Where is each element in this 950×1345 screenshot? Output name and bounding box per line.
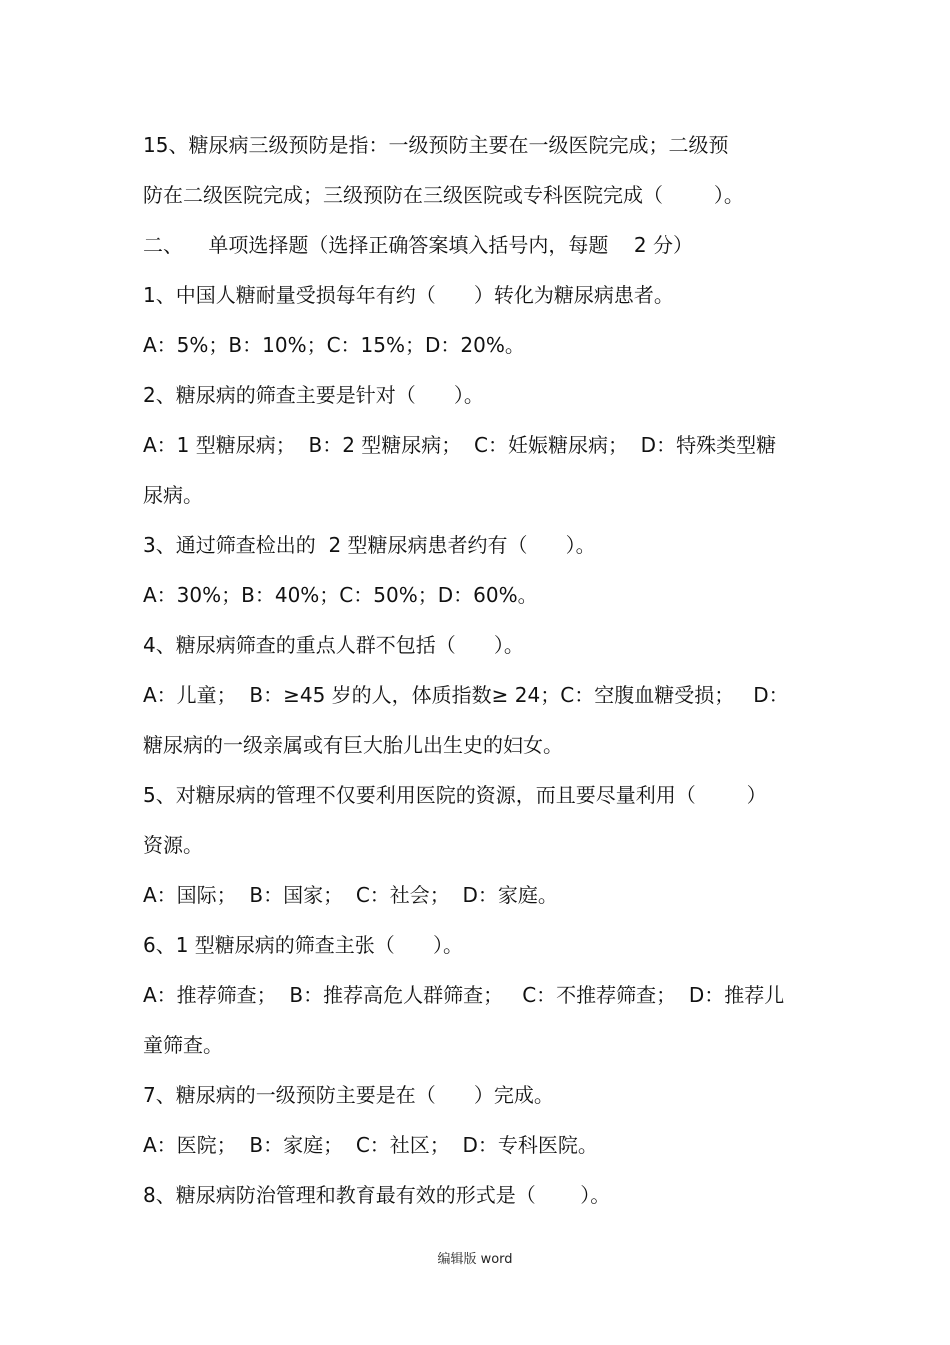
options-4-cont: 糖尿病的一级亲属或有巨大胎儿出生史的妇女。 <box>143 733 563 757</box>
page-footer: 编辑版 word <box>437 1252 513 1267</box>
options-2: A：1 型糖尿病； B：2 型糖尿病； C：妊娠糖尿病； D：特殊类型糖 <box>143 433 777 457</box>
question-1: 1、中国人糖耐量受损每年有约（ ）转化为糖尿病患者。 <box>143 283 674 307</box>
text-line: 防在二级医院完成；三级预防在三级医院或专科医院完成（ ）。 <box>143 183 744 207</box>
options-6-cont: 童筛查。 <box>143 1033 223 1057</box>
options-2-cont: 尿病。 <box>143 483 203 507</box>
question-2: 2、糖尿病的筛查主要是针对（ ）。 <box>143 383 484 407</box>
question-5-cont: 资源。 <box>143 833 203 857</box>
text-line: 15、糖尿病三级预防是指：一级预防主要在一级医院完成；二级预 <box>143 133 729 157</box>
question-4: 4、糖尿病筛查的重点人群不包括（ ）。 <box>143 633 524 657</box>
question-8: 8、糖尿病防治管理和教育最有效的形式是（ ）。 <box>143 1183 611 1207</box>
options-4: A：儿童； B：≥45 岁的人，体质指数≥ 24；C：空腹血糖受损； D： <box>143 683 789 707</box>
options-7: A：医院； B：家庭； C：社区； D：专科医院。 <box>143 1133 598 1157</box>
options-1: A：5%；B：10%；C：15%；D：20%。 <box>143 333 525 357</box>
options-3: A：30%；B：40%；C：50%；D：60%。 <box>143 583 538 607</box>
options-5: A：国际； B：国家； C：社会； D：家庭。 <box>143 883 558 907</box>
question-5: 5、对糖尿病的管理不仅要利用医院的资源，而且要尽量利用（ ） <box>143 783 767 807</box>
options-6: A：推荐筛查； B：推荐高危人群筛查； C：不推荐筛查； D：推荐儿 <box>143 983 785 1007</box>
question-6: 6、1 型糖尿病的筛查主张（ ）。 <box>143 933 463 957</box>
section-heading: 二、 单项选择题（选择正确答案填入括号内，每题 2 分） <box>143 233 693 257</box>
question-7: 7、糖尿病的一级预防主要是在（ ）完成。 <box>143 1083 554 1107</box>
question-3: 3、通过筛查检出的 2 型糖尿病患者约有（ ）。 <box>143 533 596 557</box>
